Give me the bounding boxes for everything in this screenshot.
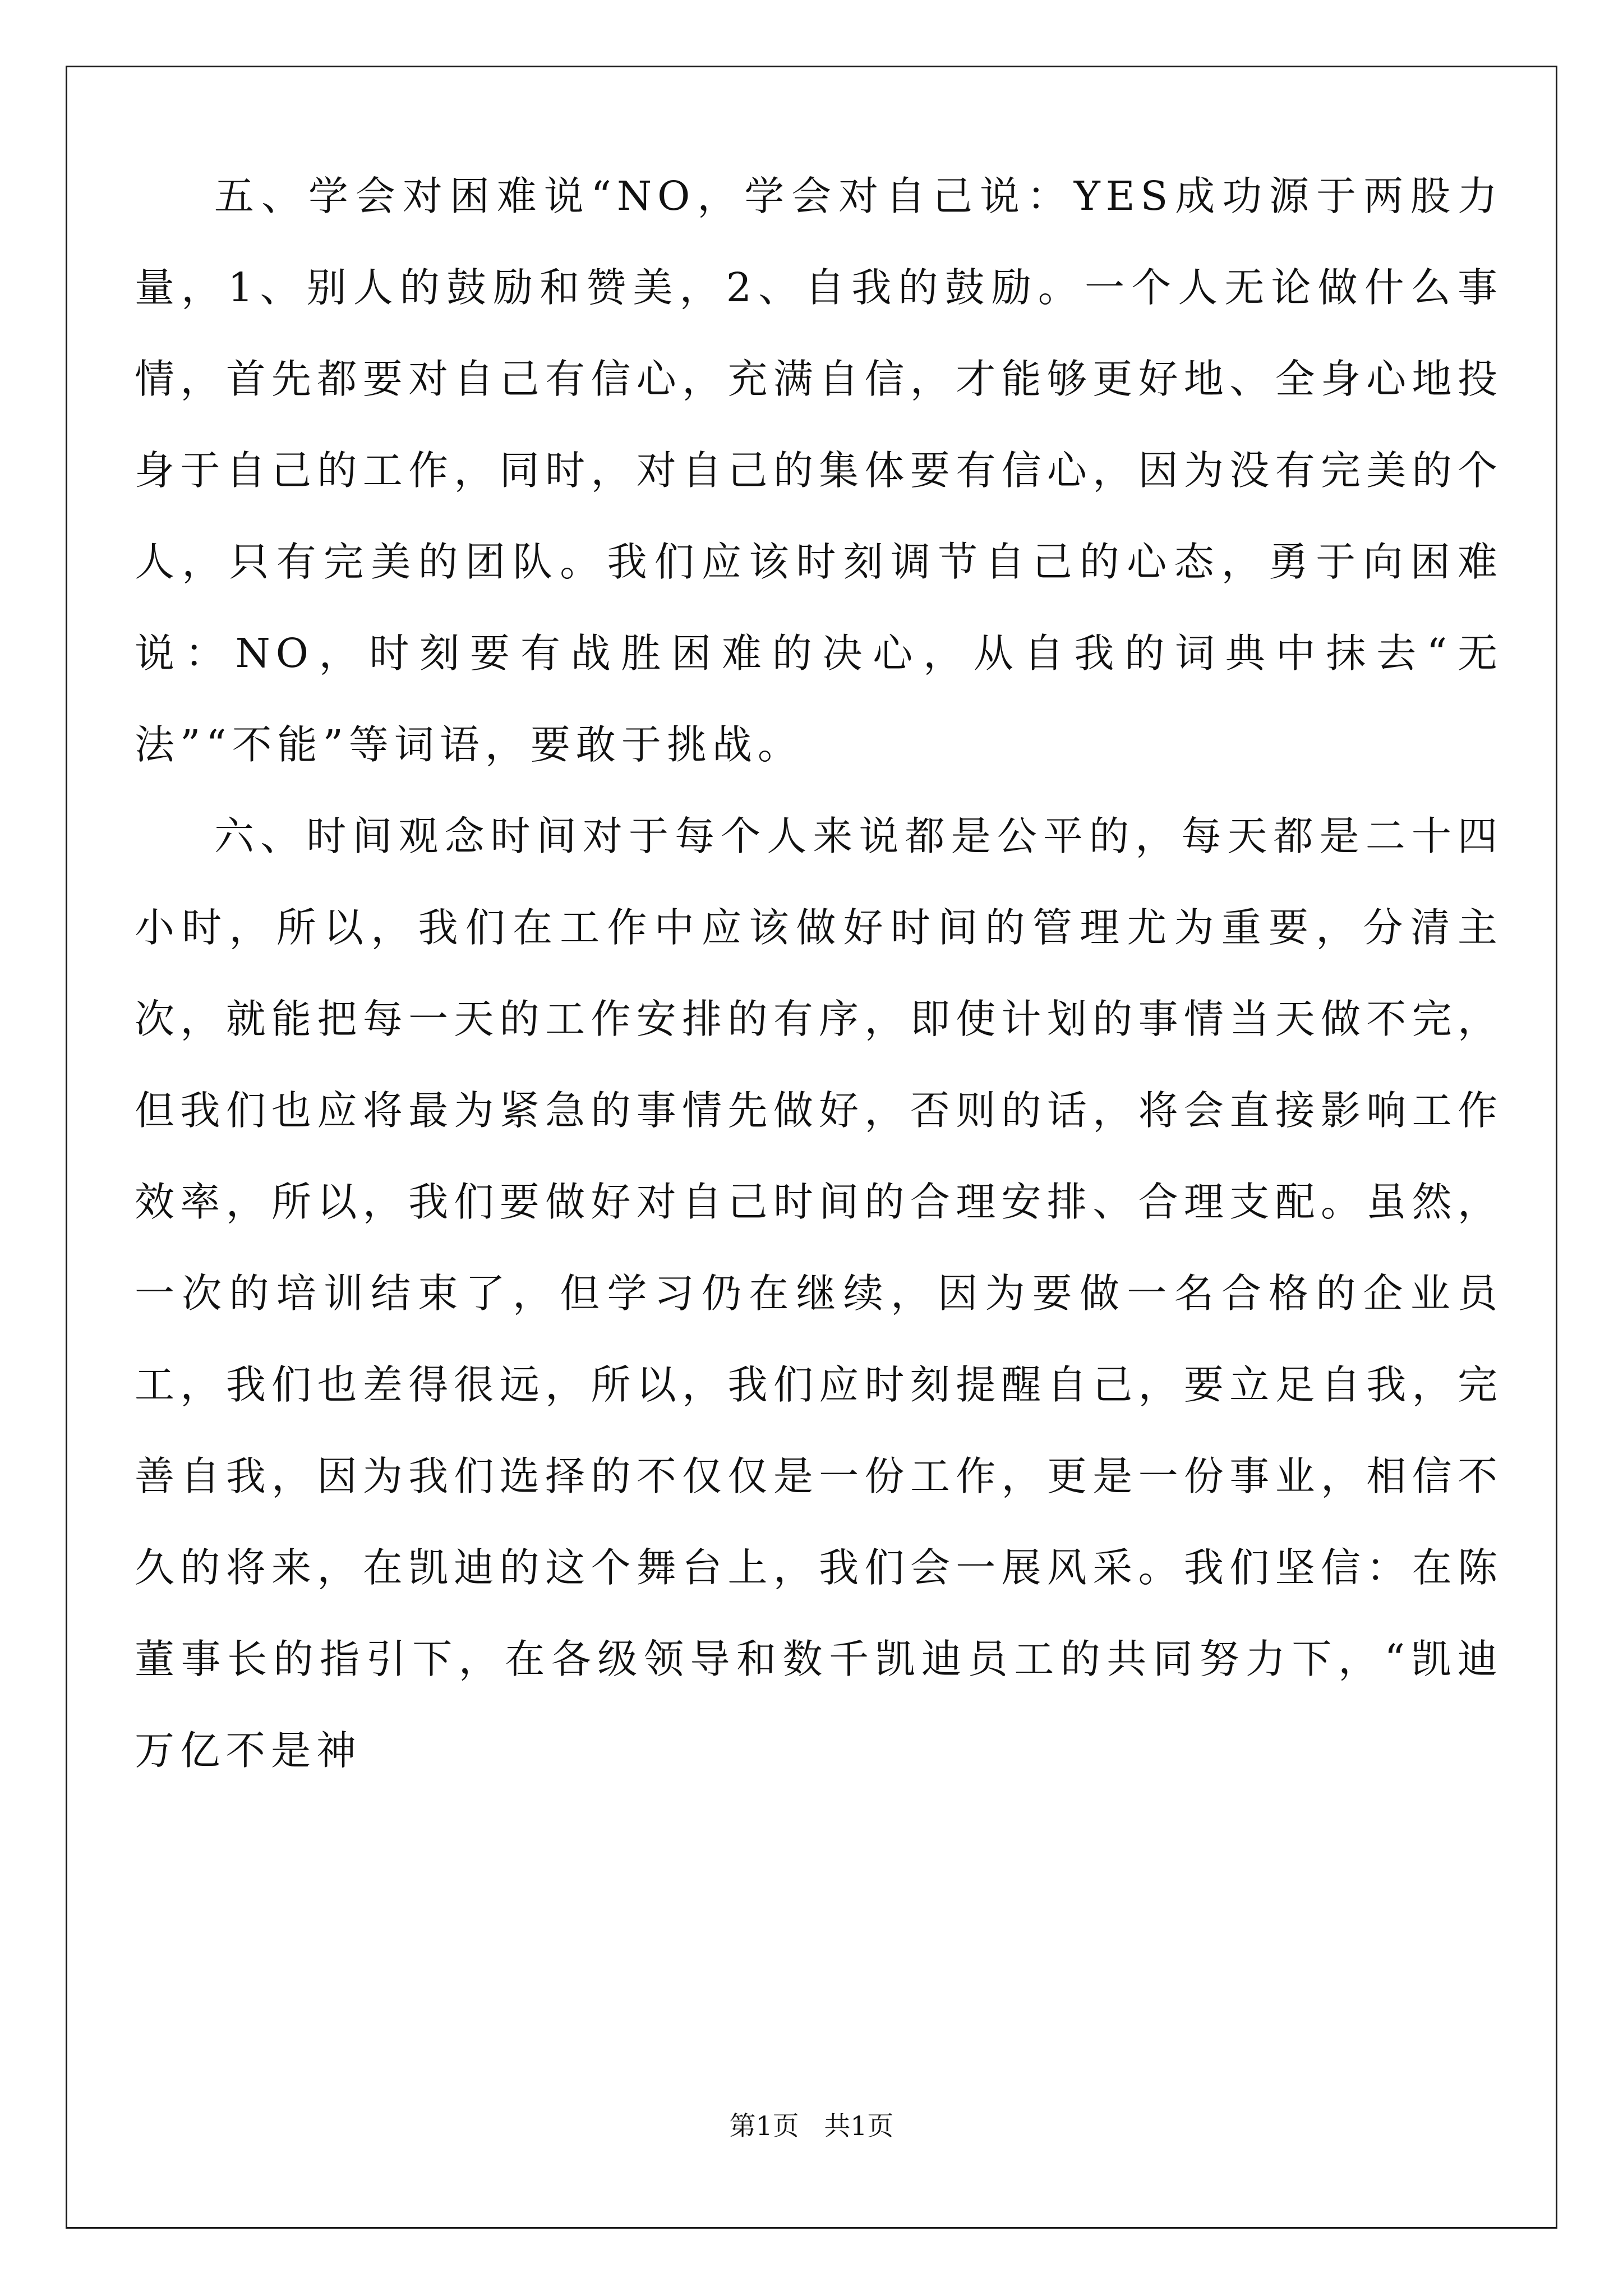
page-footer (0, 2110, 1623, 2143)
paragraph-six: 六、时间观念时间对于每个人来说都是公平的，每天都是二十四小时，所以，我们在工作中应该做好时间的管理尤为重要，分清主次，就能把每一天的工作安排的有序，即使计划的事情当天做不完，但我们也应将最为紧急的事情先做好，否则的话，将会直接影响工作效率，所以，我们要做好对自己时间的合理安排、合理支配。虽然，一次的培训结束了，但学习仍在继续，因为要做一名合格的企业员工，我们也差得很远，所以，我们应时刻提醒自己，要立足自我，完善自我，因为我们选择的不仅仅是一份工作，更是一份事业，相信不久的将来，在凯迪的这个舞台上，我们会一展风采。我们坚信：在陈董事长的指引下，在各级领导和数千凯迪员工的共同努力下，“凯迪万亿不是神 (135, 813, 1503, 1774)
page-total: 共1页 (824, 2111, 894, 2142)
footer-spacer (799, 2111, 824, 2142)
document-body (135, 150, 1503, 1796)
paragraph-five: 五、学会对困难说“NO，学会对自己说：YES成功源于两股力量，1、别人的鼓励和赞美，2、自我的鼓励。一个人无论做什么事情，首先都要对自己有信心，充满自信，才能够更好地、全身心地投身于自己的工作，同时，对自己的集体要有信心，因为没有完美的个人，只有完美的团队。我们应该时刻调节自己的心态，勇于向困难说：NO，时刻要有战胜困难的决心，从自我的词典中抹去“无法”“不能”等词语，要敢于挑战。 (135, 173, 1503, 768)
page-number: 第1页 (729, 2111, 799, 2142)
